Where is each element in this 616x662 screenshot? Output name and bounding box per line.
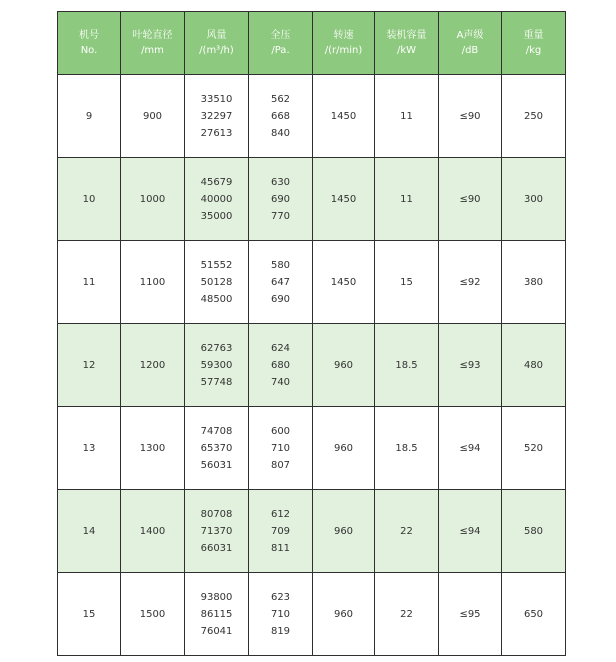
cell-airflow	[185, 490, 249, 573]
cell-speed: 960	[313, 407, 375, 490]
airflow-value: 74708	[200, 425, 233, 437]
airflow-value: 33510	[200, 93, 233, 105]
cell-power: 22	[375, 490, 439, 573]
cell-weight: 580	[502, 490, 566, 573]
airflow-value: 56031	[200, 459, 233, 471]
cell-sound: ≤94	[439, 407, 502, 490]
cell-no: 12	[58, 324, 121, 407]
header-cell-no: 机号 No.	[58, 12, 121, 75]
airflow-value: 35000	[200, 210, 233, 222]
pressure-value: 623	[270, 591, 291, 603]
cell-weight: 480	[502, 324, 566, 407]
cell-power: 18.5	[375, 324, 439, 407]
airflow-value: 71370	[200, 525, 233, 537]
cell-sound: ≤92	[439, 241, 502, 324]
pressure-value: 580	[270, 259, 291, 271]
cell-diameter: 1500	[121, 573, 185, 656]
pressure-value: 710	[270, 608, 291, 620]
airflow-value: 65370	[200, 442, 233, 454]
pressure-value: 840	[270, 127, 291, 139]
cell-power: 11	[375, 158, 439, 241]
cell-weight: 300	[502, 158, 566, 241]
cell-speed: 960	[313, 324, 375, 407]
airflow-value: 57748	[200, 376, 233, 388]
cell-no: 14	[58, 490, 121, 573]
pressure-value: 811	[270, 542, 291, 554]
pressure-value: 612	[270, 508, 291, 520]
cell-sound: ≤90	[439, 75, 502, 158]
cell-power: 22	[375, 573, 439, 656]
cell-pressure	[249, 573, 313, 656]
pressure-value: 647	[270, 276, 291, 288]
cell-speed: 960	[313, 490, 375, 573]
airflow-value: 62763	[200, 342, 233, 354]
header-cell-pressure: 全压 /Pa.	[249, 12, 313, 75]
pressure-value: 770	[270, 210, 291, 222]
header-cell-diameter: 叶轮直径 /mm	[121, 12, 185, 75]
cell-power: 18.5	[375, 407, 439, 490]
cell-sound: ≤90	[439, 158, 502, 241]
cell-diameter: 1100	[121, 241, 185, 324]
airflow-value: 51552	[200, 259, 233, 271]
table-row	[58, 407, 566, 490]
cell-diameter: 1400	[121, 490, 185, 573]
cell-no: 13	[58, 407, 121, 490]
cell-pressure	[249, 490, 313, 573]
airflow-value: 66031	[200, 542, 233, 554]
header-cell-sound: A声级 /dB	[439, 12, 502, 75]
airflow-value: 32297	[200, 110, 233, 122]
cell-pressure	[249, 158, 313, 241]
pressure-value: 740	[270, 376, 291, 388]
cell-airflow	[185, 573, 249, 656]
cell-no: 9	[58, 75, 121, 158]
cell-diameter: 1300	[121, 407, 185, 490]
cell-pressure	[249, 324, 313, 407]
pressure-value: 600	[270, 425, 291, 437]
table-row	[58, 324, 566, 407]
cell-airflow	[185, 241, 249, 324]
pressure-value: 668	[270, 110, 291, 122]
header-cell-power: 装机容量 /kW	[375, 12, 439, 75]
cell-pressure	[249, 75, 313, 158]
pressure-value: 680	[270, 359, 291, 371]
cell-sound: ≤93	[439, 324, 502, 407]
cell-no: 15	[58, 573, 121, 656]
table-row	[58, 75, 566, 158]
header-row	[58, 12, 566, 75]
header-cell-airflow: 风量 /(m³/h)	[185, 12, 249, 75]
airflow-value: 59300	[200, 359, 233, 371]
airflow-value: 40000	[200, 193, 233, 205]
header-cell-speed: 转速 /(r/min)	[313, 12, 375, 75]
pressure-value: 630	[270, 176, 291, 188]
cell-weight: 650	[502, 573, 566, 656]
pressure-value: 807	[270, 459, 291, 471]
cell-weight: 250	[502, 75, 566, 158]
cell-speed: 1450	[313, 158, 375, 241]
cell-airflow	[185, 75, 249, 158]
cell-diameter: 1200	[121, 324, 185, 407]
airflow-value: 80708	[200, 508, 233, 520]
pressure-value: 819	[270, 625, 291, 637]
airflow-value: 50128	[200, 276, 233, 288]
airflow-value: 86115	[200, 608, 233, 620]
cell-sound: ≤94	[439, 490, 502, 573]
airflow-value: 45679	[200, 176, 233, 188]
cell-diameter: 1000	[121, 158, 185, 241]
cell-pressure	[249, 407, 313, 490]
pressure-value: 562	[270, 93, 291, 105]
cell-speed: 1450	[313, 241, 375, 324]
table-row	[58, 573, 566, 656]
cell-airflow	[185, 407, 249, 490]
table-row	[58, 490, 566, 573]
cell-weight: 380	[502, 241, 566, 324]
cell-speed: 1450	[313, 75, 375, 158]
pressure-value: 690	[270, 193, 291, 205]
pressure-value: 709	[270, 525, 291, 537]
cell-no: 10	[58, 158, 121, 241]
table-row	[58, 158, 566, 241]
pressure-value: 624	[270, 342, 291, 354]
pressure-value: 690	[270, 293, 291, 305]
table-row	[58, 241, 566, 324]
cell-power: 15	[375, 241, 439, 324]
cell-power: 11	[375, 75, 439, 158]
cell-weight: 520	[502, 407, 566, 490]
airflow-value: 76041	[200, 625, 233, 637]
airflow-value: 48500	[200, 293, 233, 305]
cell-sound: ≤95	[439, 573, 502, 656]
cell-diameter: 900	[121, 75, 185, 158]
airflow-value: 27613	[200, 127, 233, 139]
cell-airflow	[185, 158, 249, 241]
cell-speed: 960	[313, 573, 375, 656]
fan-spec-table	[57, 11, 566, 656]
pressure-value: 710	[270, 442, 291, 454]
cell-airflow	[185, 324, 249, 407]
cell-no: 11	[58, 241, 121, 324]
airflow-value: 93800	[200, 591, 233, 603]
header-cell-weight: 重量 /kg	[502, 12, 566, 75]
cell-pressure	[249, 241, 313, 324]
